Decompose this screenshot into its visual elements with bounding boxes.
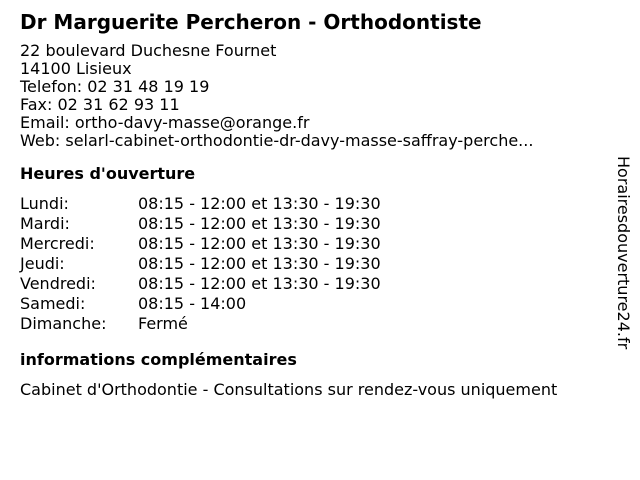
day-label: Samedi: <box>20 294 86 313</box>
info-text: Cabinet d'Orthodontie - Consultations sur rendez-vous uniquement <box>20 380 558 399</box>
opening-time: Fermé <box>138 314 188 333</box>
info-heading: informations complémentaires <box>20 350 297 369</box>
day-label: Mardi: <box>20 214 70 233</box>
hours-row <box>20 254 610 274</box>
hours-row <box>20 214 610 234</box>
business-card <box>20 10 610 400</box>
day-label: Dimanche: <box>20 314 107 333</box>
address-line-2: 14100 Lisieux <box>20 59 132 78</box>
watermark-text: Horairesdouverture24.fr <box>614 156 633 350</box>
hours-row <box>20 274 610 294</box>
opening-time: 08:15 - 12:00 et 13:30 - 19:30 <box>138 254 381 273</box>
hours-row <box>20 294 610 314</box>
contact-block <box>20 42 610 150</box>
fax-number: Fax: 02 31 62 93 11 <box>20 95 180 114</box>
opening-time: 08:15 - 12:00 et 13:30 - 19:30 <box>138 234 381 253</box>
day-label: Vendredi: <box>20 274 96 293</box>
email-address[interactable]: Email: ortho-davy-masse@orange.fr <box>20 113 310 132</box>
watermark <box>612 133 634 373</box>
hours-heading: Heures d'ouverture <box>20 164 196 183</box>
day-label: Jeudi: <box>20 254 65 273</box>
hours-row <box>20 194 610 214</box>
day-label: Lundi: <box>20 194 69 213</box>
opening-time: 08:15 - 12:00 et 13:30 - 19:30 <box>138 214 381 233</box>
day-label: Mercredi: <box>20 234 95 253</box>
address-line-1: 22 boulevard Duchesne Fournet <box>20 41 277 60</box>
website-link[interactable]: Web: selarl-cabinet-orthodontie-dr-davy-masse-saffray-perche... <box>20 131 534 150</box>
opening-time: 08:15 - 14:00 <box>138 294 247 313</box>
opening-time: 08:15 - 12:00 et 13:30 - 19:30 <box>138 274 381 293</box>
hours-table <box>20 194 610 334</box>
page-title: Dr Marguerite Percheron - Orthodontiste <box>20 10 482 34</box>
phone-number[interactable]: Telefon: 02 31 48 19 19 <box>20 77 210 96</box>
hours-row <box>20 314 610 334</box>
opening-time: 08:15 - 12:00 et 13:30 - 19:30 <box>138 194 381 213</box>
hours-row <box>20 234 610 254</box>
